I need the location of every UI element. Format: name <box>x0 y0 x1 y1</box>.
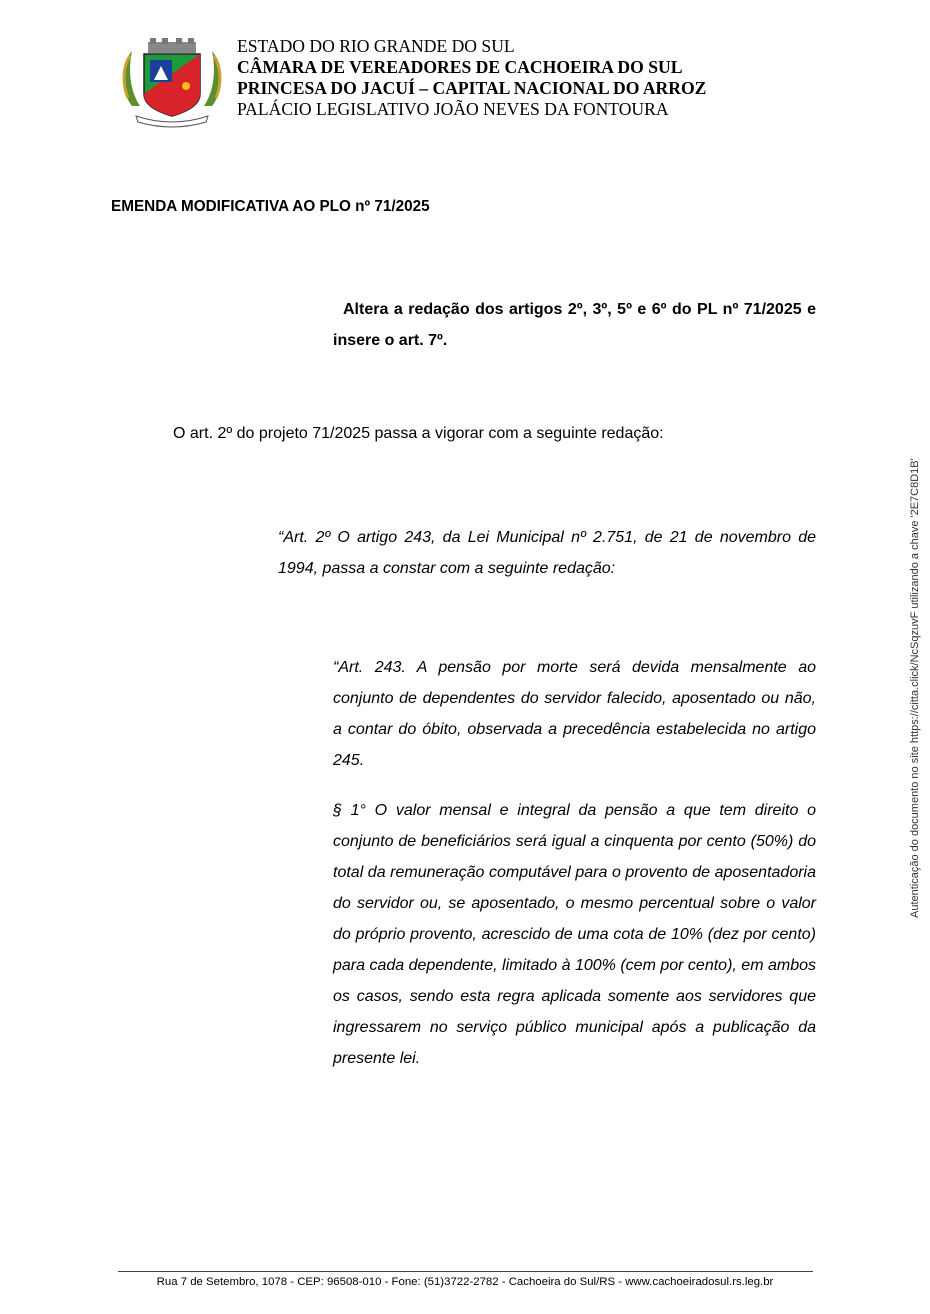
footer-divider <box>118 1271 813 1272</box>
header-state: ESTADO DO RIO GRANDE DO SUL <box>237 36 515 56</box>
authentication-note: Autenticação do documento no site https://citta.click/NcSqzuvF utilizando a chave '2E7C8D1B' <box>909 458 921 918</box>
ementa-paragraph: Altera a redação dos artigos 2º, 3º, 5º e 6º do PL nº 71/2025 e insere o art. 7º. <box>333 301 816 349</box>
quoted-article-243: “Art. 243. A pensão por morte será devida mensalmente ao conjunto de dependentes do servidor falecido, aposentado ou não, a contar do óbito, observada a precedência estabelecida no artigo 245. <box>333 659 816 769</box>
document-title: EMENDA MODIFICATIVA AO PLO nº 71/2025 <box>111 198 430 215</box>
quoted-article-2: “Art. 2º O artigo 243, da Lei Municipal nº 2.751, de 21 de novembro de 1994, passa a constar com a seguinte redação: <box>278 529 816 577</box>
letterhead-text <box>237 36 706 120</box>
header-motto: PRINCESA DO JACUÍ – CAPITAL NACIONAL DO ARROZ <box>237 78 707 98</box>
footer-address: Rua 7 de Setembro, 1078 - CEP: 96508-010 - Fone: (51)3722-2782 - Cachoeira do Sul/RS - www.cachoeiradosul.rs.leg.br <box>156 1276 774 1288</box>
letterhead <box>118 32 818 127</box>
header-chamber: CÂMARA DE VEREADORES DE CACHOEIRA DO SUL <box>237 57 683 77</box>
quoted-paragraph-1: § 1° O valor mensal e integral da pensão a que tem direito o conjunto de beneficiários será igual a cinquenta por cento (50%) do total da remuneração computável para o provento de aposentadoria do servidor ou, se aposentado, o mesmo percentual sobre o valor do próprio provento, acrescido de uma cota de 10% (dez por cento) para cada dependente, limitado à 100% (cem por cento), em ambos os casos, sendo esta regra aplicada somente aos servidores que ingressarem no serviço público municipal após a publicação da presente lei. <box>333 802 816 1067</box>
header-palace: PALÁCIO LEGISLATIVO JOÃO NEVES DA FONTOURA <box>237 99 669 119</box>
intro-paragraph: O art. 2º do projeto 71/2025 passa a vigorar com a seguinte redação: <box>173 425 664 442</box>
coat-of-arms-icon <box>118 36 226 128</box>
